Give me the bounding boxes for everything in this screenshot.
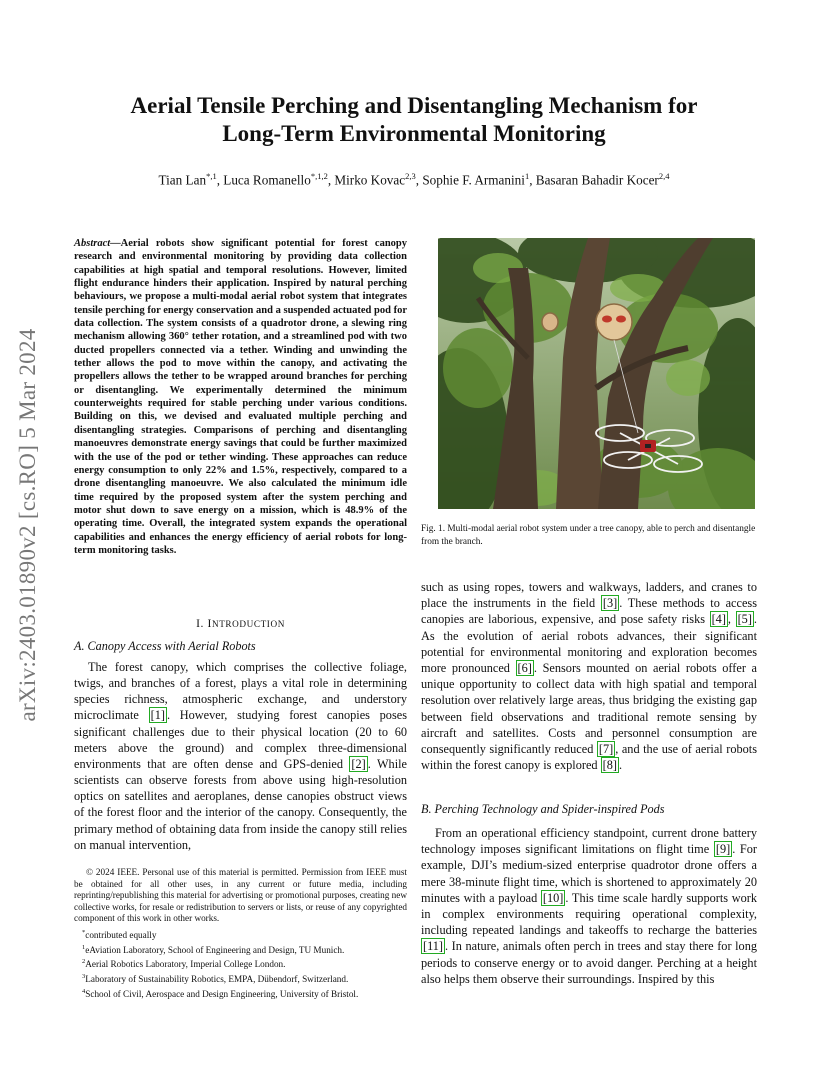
author-affiliation-mark: 2,3 — [405, 171, 416, 181]
abstract-label: Abstract — [74, 238, 111, 249]
small-pod — [542, 313, 558, 331]
section-heading-introduction: I. INTRODUCTION — [196, 617, 285, 630]
author-name: Basaran Bahadir Kocer — [535, 172, 659, 188]
footnote-mark: * — [82, 928, 86, 936]
citation-link[interactable]: [11] — [423, 939, 444, 954]
footnote-item — [74, 927, 407, 942]
author-affiliation-mark: 2,4 — [658, 171, 670, 181]
footnote-list — [74, 927, 407, 1000]
footnote-text: contributed equally — [85, 930, 157, 941]
intro-paragraph-continued: such as using ropes, towers and walkways, ladders, and cranes to place the instruments in the field [3] . These methods to access canopies are laborious, expensive, and pose safety risks [4] , [5] . As the evolution of aerial robots advances, their significant potential for environmental monitoring and exploration becomes more pronounced [6] . Sensors mounted on aerial robots offer a unique opportunity to collect data with high spatial and temporal resolution over relatively large areas, thus bridging the existing gap between field observations and traditional remote sensing by aircraft and satellites. Costs and personnel consumption are consequently significantly reduced [7] , and the use of aerial robots within the forest canopy is explored [8] . — [421, 580, 758, 773]
pod-sensor — [596, 304, 632, 340]
abstract — [74, 237, 407, 557]
author-affiliation-mark: 1 — [524, 171, 530, 181]
pod-propeller-left — [602, 316, 612, 323]
figure-1-caption: Fig. 1. Multi-modal aerial robot system under a tree canopy, able to perch and disentangle from the branch. — [421, 524, 756, 547]
footnote-mark: 1 — [82, 943, 86, 951]
citation-link[interactable]: [2] — [351, 756, 366, 771]
subsection-heading-perching-technology: B. Perching Technology and Spider-inspired Pods — [421, 802, 665, 816]
footnote-text: School of Civil, Aerospace and Design Engineering, University of Bristol. — [85, 988, 359, 999]
author-affiliation-mark: *,1,2 — [310, 171, 328, 181]
figure-1-photo — [438, 238, 755, 509]
drone-battery — [645, 444, 651, 448]
citation-link[interactable]: [8] — [602, 758, 617, 773]
citation-link[interactable]: [7] — [598, 742, 614, 757]
arxiv-identifier-text: arXiv:2403.01890v2 [cs.RO] 5 Mar 2024 — [15, 328, 40, 722]
footnote-text: Laboratory of Sustainability Robotics, EMPA, Dübendorf, Switzerland. — [85, 974, 349, 984]
author-name: Tian Lan — [158, 172, 207, 188]
paper-title — [60, 92, 768, 148]
footnote-item — [74, 942, 407, 957]
citation-link[interactable]: [3] — [602, 596, 618, 611]
copyright-notice: © 2024 IEEE. Personal use of this material is permitted. Permission from IEEE must be obtained for all other uses, in any current or future media, including reprinting/republishing this material for advertising or promotional purposes, creating new collective works, for resale or redistribution to servers or lists, or reuse of any copyrighted component of this work in other works. — [74, 867, 407, 924]
author-name: Mirko Kovac — [334, 172, 406, 188]
author-list: Tian Lan$^{*,1}$, Luca Romanello$^{*,1,2}$, Mirko Kovac$^{2,3}$, Sophie F. Armanini$^1$, Basaran Bahadir Kocer$^{2,4}$ — [158, 171, 670, 188]
footnote-item — [74, 956, 407, 971]
intro-paragraph-1: The forest canopy, which comprises the collective foliage, twigs, and branches of a forest, plays a vital role in determining species richness, atmospheric exchange, and understory microclimate [1] . However, studying forest canopies poses significant challenges due to their physical location (20 to 60 meters above the ground) and complex three-dimensional environments that are often dense and GPS-denied [2] . While scientists can observe forests from above using high-resolution optics on satellites and aeroplanes, dense canopies obstruct views of the forest floor and the interior of the canopy. Consequently, the primary method of obtaining data from inside the canopy still relies on manual intervention, — [74, 660, 407, 852]
citation-link[interactable]: [9] — [715, 842, 731, 857]
footnote-item — [74, 986, 407, 1001]
title-line-2: Long-Term Environmental Monitoring — [222, 121, 606, 146]
footnotes — [74, 867, 407, 1000]
title-line-1: Aerial Tensile Perching and Disentangling Mechanism for — [130, 93, 698, 118]
pod-propeller-right — [616, 316, 626, 323]
citation-link[interactable]: [1] — [150, 708, 165, 723]
footnote-mark: 4 — [82, 987, 86, 995]
citation-link[interactable]: [5] — [737, 612, 752, 627]
author-name: Sophie F. Armanini — [422, 172, 525, 188]
tree-canopy-drone-illustration — [438, 238, 755, 509]
citation-link[interactable]: [4] — [711, 612, 726, 627]
citation-link[interactable]: [6] — [517, 661, 532, 676]
footnote-mark: 3 — [82, 972, 86, 980]
arxiv-identifier — [4, 290, 52, 760]
citation-link[interactable]: [10] — [542, 890, 564, 905]
perching-paragraph-1: From an operational efficiency standpoint, current drone battery technology imposes significant limitations on flight time [9] . For example, DJI’s medium-sized enterprise quadrotor drone offers a mere 38-minute flight time, which is shortened to approximately 20 minutes with a payload [10] . This time scale hardly supports work in complex environments requiring operational complexity, including repeated landings and takeoffs to recharge the batteries [11] . In nature, animals often perch in trees and stay there for long periods to conserve energy or to avoid danger. Perching at a height also helps them observe their surroundings. Inspired by this — [421, 826, 757, 986]
author-affiliation-mark: *,1 — [206, 171, 217, 181]
footnote-text: eAviation Laboratory, School of Engineering and Design, TU Munich. — [85, 944, 345, 955]
subsection-heading-canopy-access: A. Canopy Access with Aerial Robots — [74, 639, 256, 653]
author-name: Luca Romanello — [223, 172, 311, 188]
footnote-item — [74, 971, 407, 986]
footnote-mark: 2 — [82, 958, 86, 966]
abstract-text: —Aerial robots show significant potential for forest canopy research and environmental monitoring by providing data collection capabilities at high spatial and temporal resolutions. However, limited flight endurance hinders their application. Inspired by natural perching behaviours, we propose a multi-modal aerial robot system that integrates tensile perching for energy conservation and a suspended actuated pod for data collection. The system consists of a quadrotor drone, a slewing ring mechanism allowing 360° tether rotation, and a streamlined pod with two ducted propellers connected via a tether. Winding and unwinding the tether allows the pod to move within the canopy, and activating the propellers allows the tether to be wrapped around branches for perching or disentangling. We experimentally determined the minimum counterweights required for stable perching under various conditions. Building on this, we devised and evaluated multiple perching and disentangling strategies. Comparisons of perching and disentangling manoeuvres demonstrate energy savings that could be further maximized with the use of the pod or tether winding. These approaches can reduce energy consumption to only 22% and 1.5%, respectively, compared to a drone disentangling manoeuvre. We also calculated the minimum idle time required by the proposed system after the system perching and motor shut down to save energy on a mission, which is 48.9% of the operating time. Overall, the integrated system expands the operational capabilities and enhances the energy efficiency of aerial robots for long-term monitoring tasks. — [74, 238, 407, 556]
footnote-text: Aerial Robotics Laboratory, Imperial College London. — [85, 959, 286, 970]
